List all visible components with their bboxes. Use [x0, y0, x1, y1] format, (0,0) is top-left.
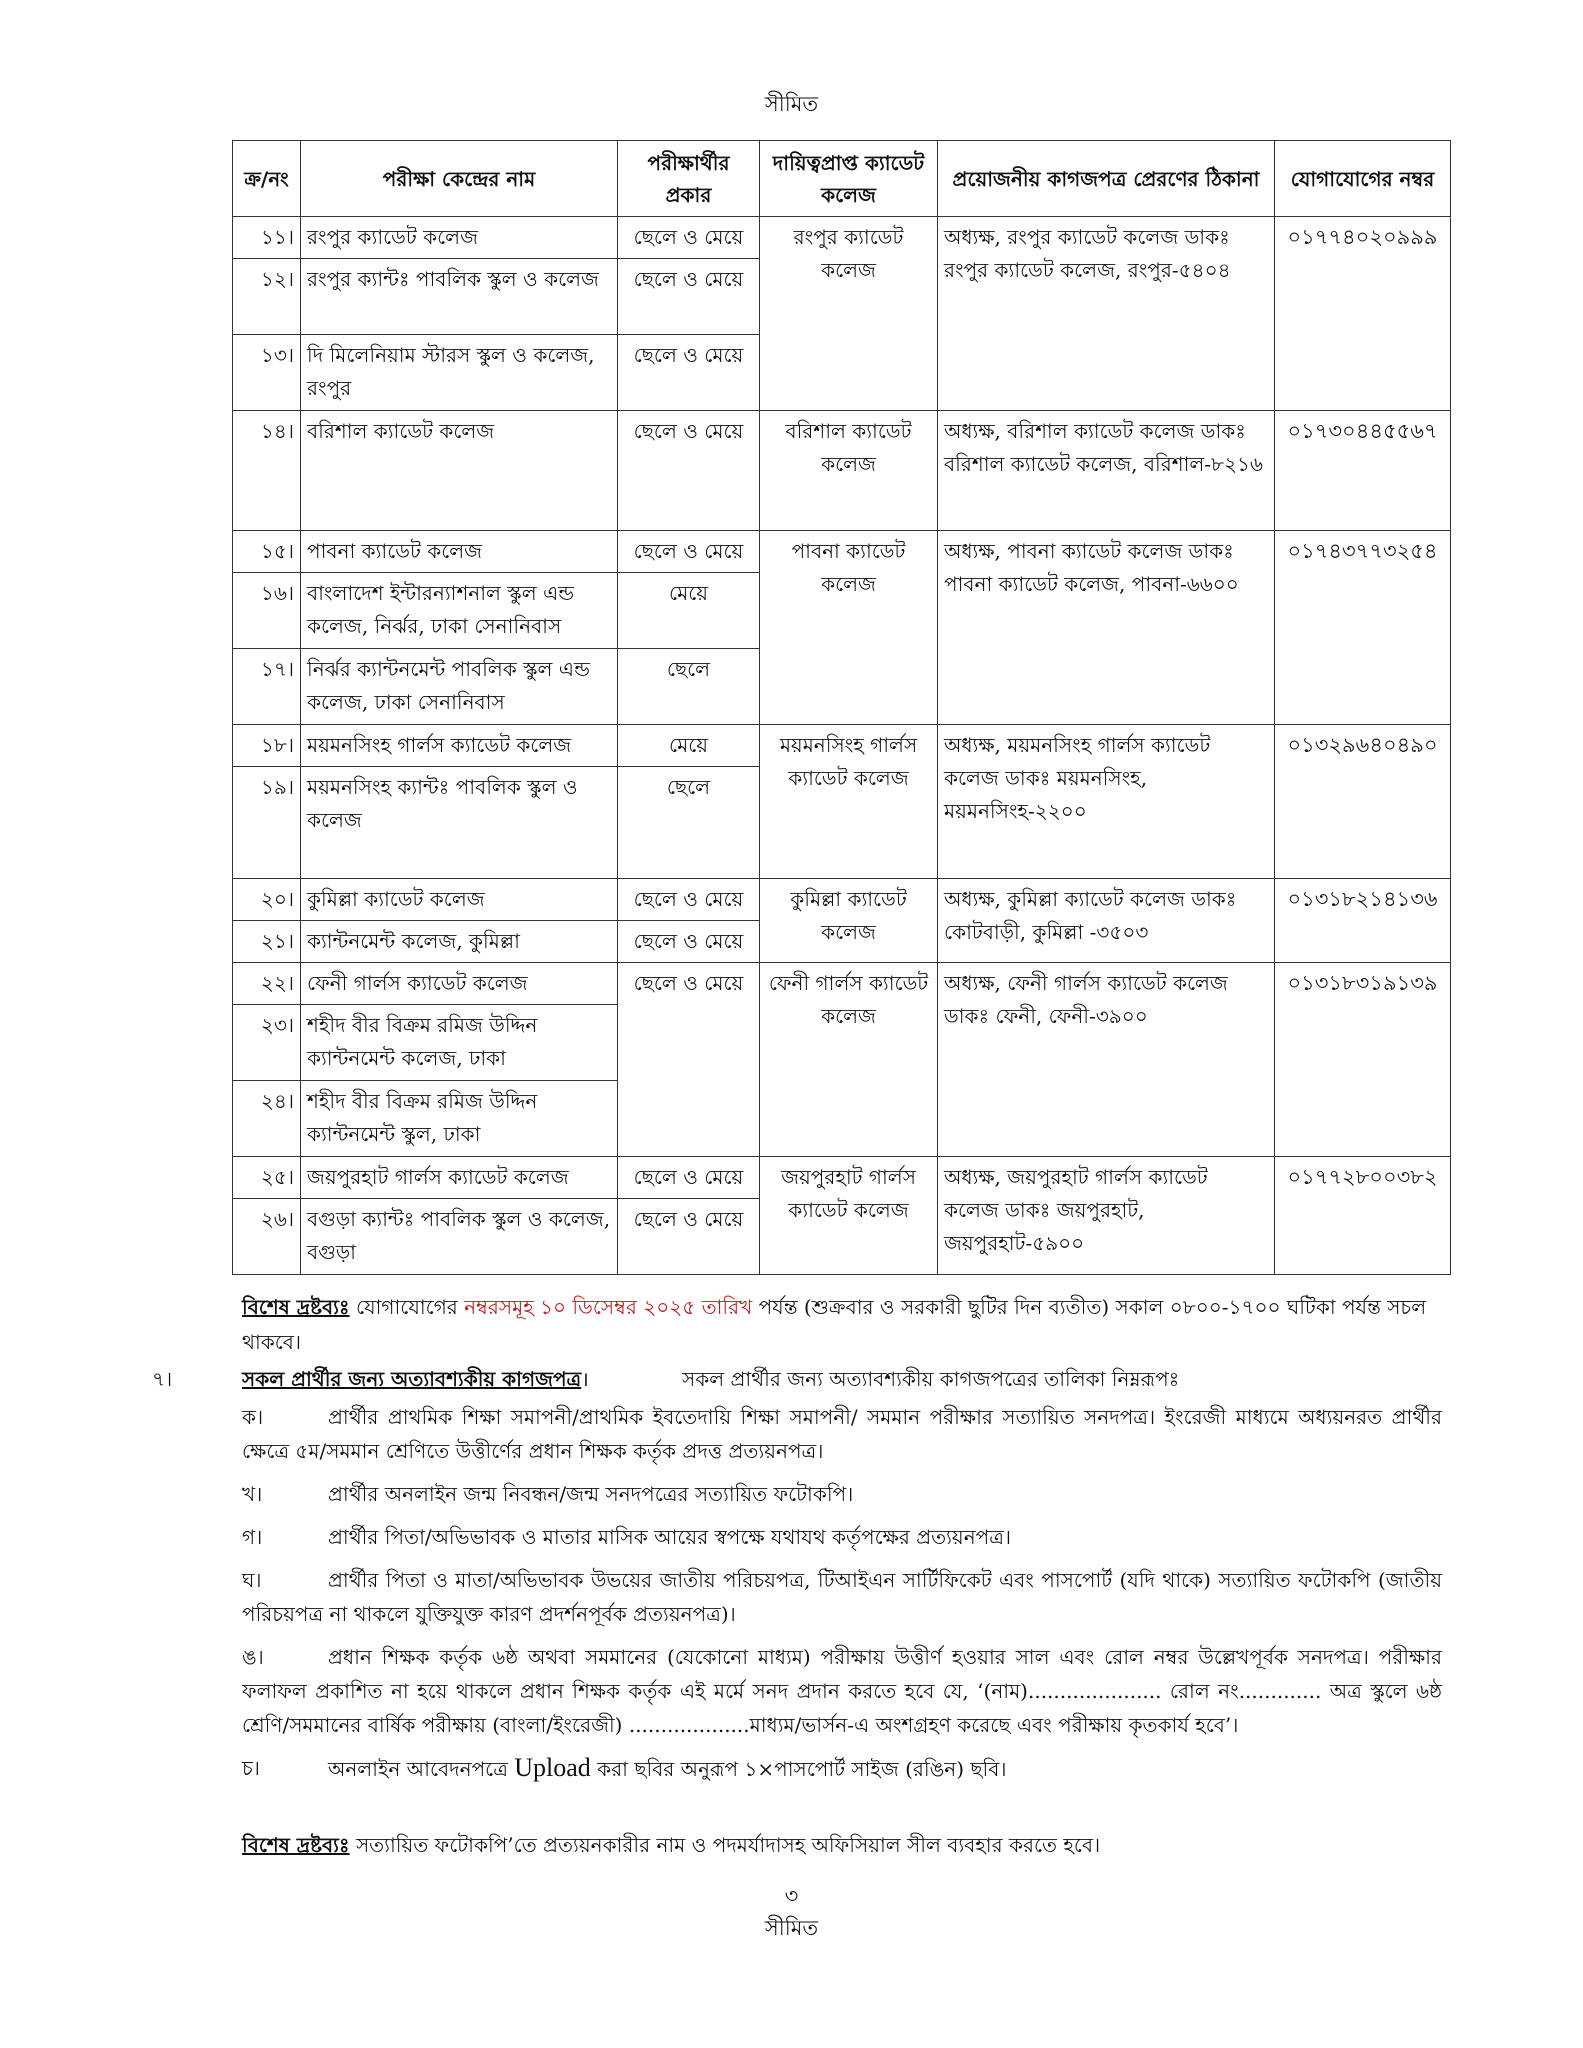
special-note-label: বিশেষ দ্রষ্টব্যঃ — [242, 1295, 350, 1319]
item-mark: গ। — [242, 1525, 263, 1549]
type-cell: ছেলে ও মেয়ে — [618, 411, 760, 531]
special-note-text-before: যোগাযোগের — [349, 1295, 465, 1319]
address-cell: অধ্যক্ষ, ময়মনসিংহ গার্লস ক্যাডেট কলেজ ডাকঃ ময়মনসিংহ, ময়মনসিংহ-২২০০ — [938, 725, 1275, 879]
center-cell: বাংলাদেশ ইন্টারন্যাশনাল স্কুল এন্ড কলেজ, নির্ঝর, ঢাকা সেনানিবাস — [301, 573, 618, 649]
cadet-college-cell: জয়পুরহাট গার্লস ক্যাডেট কলেজ — [760, 1157, 938, 1275]
table-row — [233, 531, 1451, 573]
phone-cell: ০১৭৩০৪৪৫৫৬৭ — [1275, 411, 1451, 531]
type-cell: ছেলে ও মেয়ে — [618, 217, 760, 259]
table-row — [233, 217, 1451, 259]
item-mark: ঙ। — [242, 1645, 264, 1669]
special-note-highlight: নম্বরসমূহ ১০ ডিসেম্বর ২০২৫ তারিখ — [464, 1295, 753, 1319]
table-row — [233, 725, 1451, 767]
serial-cell: ১১। — [233, 217, 301, 259]
section-title — [242, 1362, 589, 1396]
serial-cell: ২৪। — [233, 1081, 301, 1157]
serial-cell: ১৬। — [233, 573, 301, 649]
table-row — [233, 879, 1451, 921]
center-cell: শহীদ বীর বিক্রম রমিজ উদ্দিন ক্যান্টনমেন্ট স্কুল, ঢাকা — [301, 1081, 618, 1157]
type-cell: ছেলে ও মেয়ে — [618, 531, 760, 573]
center-cell: রংপুর ক্যান্টঃ পাবলিক স্কুল ও কলেজ — [301, 259, 618, 335]
phone-cell: ০১৩১৮২১৪১৩৬ — [1275, 879, 1451, 963]
table-row — [233, 963, 1451, 1005]
type-cell: ছেলে ও মেয়ে — [618, 1199, 760, 1275]
table-header-row — [233, 141, 1451, 217]
serial-cell: ১৩। — [233, 335, 301, 411]
header-cadet-college: দায়িত্বপ্রাপ্ত ক্যাডেট কলেজ — [760, 141, 938, 217]
list-item — [242, 1751, 1442, 1786]
section-title-end: । — [581, 1367, 589, 1391]
phone-cell: ০১৩১৮৩১৯১৩৯ — [1275, 963, 1451, 1157]
center-cell: ময়মনসিংহ গার্লস ক্যাডেট কলেজ — [301, 725, 618, 767]
serial-cell: ১৭। — [233, 649, 301, 725]
cadet-college-cell: ফেনী গার্লস ক্যাডেট কলেজ — [760, 963, 938, 1157]
special-note-label: বিশেষ দ্রষ্টব্যঃ — [242, 1833, 350, 1857]
cadet-college-cell: কুমিল্লা ক্যাডেট কলেজ — [760, 879, 938, 963]
item-mark: ক। — [242, 1405, 264, 1429]
center-cell: ফেনী গার্লস ক্যাডেট কলেজ — [301, 963, 618, 1005]
special-note-text-after: পর্যন্ত (শুক্রবার ও সরকারী ছুটির দিন ব্যতীত) সকাল ০৮০০-১৭০০ ঘটিকা পর্যন্ত সচল থাকবে। — [242, 1295, 1427, 1354]
classification-footer: সীমিত — [764, 1916, 819, 1940]
center-cell: ক্যান্টনমেন্ট কলেজ, কুমিল্লা — [301, 921, 618, 963]
address-cell: অধ্যক্ষ, রংপুর ক্যাডেট কলেজ ডাকঃ রংপুর ক্যাডেট কলেজ, রংপুর-৫৪০৪ — [938, 217, 1275, 411]
cadet-college-cell: পাবনা ক্যাডেট কলেজ — [760, 531, 938, 725]
exam-centers-table — [232, 140, 1451, 1275]
item-text — [242, 1751, 1442, 1786]
phone-cell: ০১৭৪৩৭৭৩২৫৪ — [1275, 531, 1451, 725]
item-text: প্রার্থীর প্রাথমিক শিক্ষা সমাপনী/প্রাথমিক ইবতেদায়ি শিক্ষা সমাপনী/ সমমান পরীক্ষার সত্যায়িত সনদপত্র। ইংরেজী মাধ্যমে অধ্যয়নরত প্রার্থীর ক্ষেত্রে ৫ম/সমমান শ্রেণিতে উত্তীর্ণের প্রধান শিক্ষক কর্তৃক প্রদত্ত প্রত্যয়নপত্র। — [242, 1405, 1442, 1463]
serial-cell: ২৫। — [233, 1157, 301, 1199]
center-cell: কুমিল্লা ক্যাডেট কলেজ — [301, 879, 618, 921]
section-number: ৭। — [152, 1367, 173, 1391]
address-cell: অধ্যক্ষ, বরিশাল ক্যাডেট কলেজ ডাকঃ বরিশাল ক্যাডেট কলেজ, বরিশাল-৮২১৬ — [938, 411, 1275, 531]
type-cell: ছেলে ও মেয়ে — [618, 963, 760, 1157]
table-row — [233, 1157, 1451, 1199]
cadet-college-cell: ময়মনসিংহ গার্লস ক্যাডেট কলেজ — [760, 725, 938, 879]
serial-cell: ২১। — [233, 921, 301, 963]
type-cell: ছেলে ও মেয়ে — [618, 259, 760, 335]
serial-cell: ১২। — [233, 259, 301, 335]
item-text: প্রার্থীর পিতা/অভিভাবক ও মাতার মাসিক আয়ের স্বপক্ষে যথাযথ কর্তৃপক্ষের প্রত্যয়নপত্র। — [328, 1525, 1012, 1549]
center-cell: রংপুর ক্যাডেট কলেজ — [301, 217, 618, 259]
center-cell: নির্ঝর ক্যান্টনমেন্ট পাবলিক স্কুল এন্ড কলেজ, ঢাকা সেনানিবাস — [301, 649, 618, 725]
table-row — [233, 411, 1451, 531]
special-note-text: সত্যায়িত ফটোকপি’তে প্রত্যয়নকারীর নাম ও পদমর্যাদাসহ অফিসিয়াল সীল ব্যবহার করতে হবে। — [349, 1833, 1101, 1857]
center-cell: শহীদ বীর বিক্রম রমিজ উদ্দিন ক্যান্টনমেন্ট কলেজ, ঢাকা — [301, 1005, 618, 1081]
special-note-attestation — [242, 1828, 1442, 1862]
item-text: প্রার্থীর পিতা ও মাতা/অভিভাবক উভয়ের জাতীয় পরিচয়পত্র, টিআইএন সার্টিফিকেট এবং পাসপোর্ট (যদি থাকে) সত্যায়িত ফটোকপি (জাতীয় পরিচয়পত্র না থাকলে যুক্তিযুক্ত কারণ প্রদর্শনপূর্বক প্রত্যয়নপত্র)। — [242, 1568, 1442, 1626]
type-cell: মেয়ে — [618, 573, 760, 649]
header-phone: যোগাযোগের নম্বর — [1275, 141, 1451, 217]
serial-cell: ১৫। — [233, 531, 301, 573]
header-serial: ক্র/নং — [233, 141, 301, 217]
address-cell: অধ্যক্ষ, জয়পুরহাট গার্লস ক্যাডেট কলেজ ডাকঃ জয়পুরহাট, জয়পুরহাট-৫৯০০ — [938, 1157, 1275, 1275]
cadet-college-cell: রংপুর ক্যাডেট কলেজ — [760, 217, 938, 411]
section-intro: সকল প্রার্থীর জন্য অত্যাবশ্যকীয় কাগজপত্রের তালিকা নিম্নরূপঃ — [682, 1367, 1180, 1391]
center-cell: বরিশাল ক্যাডেট কলেজ — [301, 411, 618, 531]
phone-cell: ০১৭৭৪০২০৯৯৯ — [1275, 217, 1451, 411]
address-cell: অধ্যক্ষ, পাবনা ক্যাডেট কলেজ ডাকঃ পাবনা ক্যাডেট কলেজ, পাবনা-৬৬০০ — [938, 531, 1275, 725]
type-cell: ছেলে ও মেয়ে — [618, 921, 760, 963]
header-address: প্রয়োজনীয় কাগজপত্র প্রেরণের ঠিকানা — [938, 141, 1275, 217]
item-text: প্রার্থীর অনলাইন জন্ম নিবন্ধন/জন্ম সনদপত্রের সত্যায়িত ফটোকপি। — [328, 1482, 854, 1506]
upload-word: Upload — [514, 1753, 591, 1782]
item-mark: ঘ। — [242, 1568, 262, 1592]
type-cell: মেয়ে — [618, 725, 760, 767]
list-item — [242, 1640, 1442, 1742]
type-cell: ছেলে ও মেয়ে — [618, 1157, 760, 1199]
center-cell: জয়পুরহাট গার্লস ক্যাডেট কলেজ — [301, 1157, 618, 1199]
phone-cell: ০১৭৭২৮০০৩৮২ — [1275, 1157, 1451, 1275]
center-cell: পাবনা ক্যাডেট কলেজ — [301, 531, 618, 573]
page-number: ৩ — [784, 1884, 799, 1908]
address-cell: অধ্যক্ষ, কুমিল্লা ক্যাডেট কলেজ ডাকঃ কোটবাড়ী, কুমিল্লা -৩৫০৩ — [938, 879, 1275, 963]
serial-cell: ২৬। — [233, 1199, 301, 1275]
list-item — [242, 1563, 1442, 1631]
list-item — [242, 1477, 1442, 1511]
type-cell: ছেলে ও মেয়ে — [618, 879, 760, 921]
address-cell: অধ্যক্ষ, ফেনী গার্লস ক্যাডেট কলেজ ডাকঃ ফেনী, ফেনী-৩৯০০ — [938, 963, 1275, 1157]
cadet-college-cell: বরিশাল ক্যাডেট কলেজ — [760, 411, 938, 531]
center-cell: দি মিলেনিয়াম স্টারস স্কুল ও কলেজ, রংপুর — [301, 335, 618, 411]
item-text: প্রধান শিক্ষক কর্তৃক ৬ষ্ঠ অথবা সমমানের (যেকোনো মাধ্যম) পরীক্ষায় উত্তীর্ণ হওয়ার সাল এবং রোল নম্বর উল্লেখপূর্বক সনদপত্র। পরীক্ষার ফলাফল প্রকাশিত না হয়ে থাকলে প্রধান শিক্ষক কর্তৃক এই মর্মে সনদ প্রদান করতে হবে যে, ‘(নাম)..................... রোল নং............. অত্র স্কুলে ৬ষ্ঠ শ্রেণি/সমমানের বার্ষিক পরীক্ষায় (বাংলা/ইংরেজী) ...................মাধ্যম/ভার্সন-এ অংশগ্রহণ করেছে এবং পরীক্ষায় কৃতকার্য হবে’। — [242, 1645, 1442, 1737]
type-cell: ছেলে ও মেয়ে — [618, 335, 760, 411]
section-title-text: সকল প্রার্থীর জন্য অত্যাবশ্যকীয় কাগজপত্র — [242, 1367, 582, 1391]
header-center-name: পরীক্ষা কেন্দ্রের নাম — [301, 141, 618, 217]
required-documents-list — [242, 1400, 1442, 1795]
serial-cell: ১৯। — [233, 767, 301, 879]
serial-cell: ২২। — [233, 963, 301, 1005]
list-item — [242, 1400, 1442, 1468]
classification-header: সীমিত — [764, 92, 819, 116]
serial-cell: ২৩। — [233, 1005, 301, 1081]
special-note-contact — [242, 1290, 1442, 1360]
center-cell: বগুড়া ক্যান্টঃ পাবলিক স্কুল ও কলেজ, বগুড়া — [301, 1199, 618, 1275]
center-cell: ময়মনসিংহ ক্যান্টঃ পাবলিক স্কুল ও কলেজ — [301, 767, 618, 879]
list-item — [242, 1520, 1442, 1554]
header-candidate-type: পরীক্ষার্থীর প্রকার — [618, 141, 760, 217]
serial-cell: ২০। — [233, 879, 301, 921]
item-text-after: করা ছবির অনুরূপ ১×পাসপোর্ট সাইজ (রঙিন) ছবি। — [590, 1757, 1007, 1781]
type-cell: ছেলে — [618, 767, 760, 879]
item-mark: খ। — [242, 1482, 263, 1506]
item-mark: চ। — [242, 1756, 260, 1780]
type-cell: ছেলে — [618, 649, 760, 725]
phone-cell: ০১৩২৯৬৪০৪৯০ — [1275, 725, 1451, 879]
item-text-before: অনলাইন আবেদনপত্রে — [328, 1757, 515, 1781]
serial-cell: ১৪। — [233, 411, 301, 531]
serial-cell: ১৮। — [233, 725, 301, 767]
